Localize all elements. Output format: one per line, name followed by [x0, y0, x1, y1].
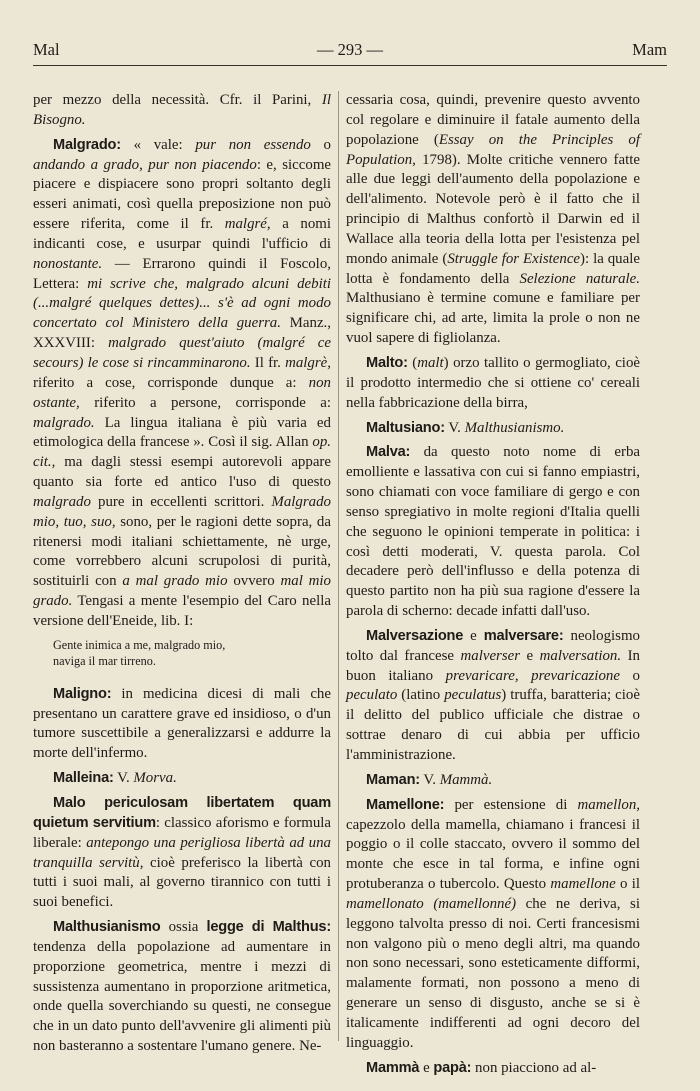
headword-secondary: legge di Malthus:: [206, 919, 331, 936]
headword: Malto:: [366, 354, 408, 371]
entry-malva: Malva: da questo noto nome di erba emolliente e lassativa con cui si fanno empiastri, sono chiamati con voce familiare di gergo e con senso spregiativo in molte regioni d'Italia quelli che seguono le opinioni temperate in politica: i così detti moderati, V. questa parola. Col decadere però dell'influsso e della potenza di questo partito non ha più sua ragione d'essere la parola di scherno: decade infatti dall'uso.: [346, 444, 640, 620]
verse-line: naviga il mar tirreno.: [53, 653, 156, 668]
left-column: [33, 91, 331, 1062]
citation: Il Bisogno.: [33, 92, 331, 128]
header-rule: [33, 65, 667, 66]
column-divider: [338, 91, 339, 1041]
entry-mamellone: Mamellone: per estensione di mamellon, capezzolo della mamella, chiamano i francesi il poggio o il colle staccato, ovvero il sommo del monte che esce in tal forma, e infine ogni protuberanza o tubercolo. Questo mamellone o il mamellonato (mamellonné) che ne deriva, si leggono talvolta presso di noi. Certi francesismi non valgono più o meno degli altri, ma quando non sono necessari, sono esteticamente difformi, malamente formati, non possono a meno di generare un senso di disgusto, anche se si è italicamente indifferenti ad ogni decoro del linguaggio.: [346, 796, 640, 1051]
headword: Malleina:: [53, 770, 114, 787]
headword: Maligno:: [53, 685, 112, 702]
page-number: — 293 —: [317, 40, 383, 59]
right-column: [346, 91, 640, 1084]
headword-secondary: malversare:: [483, 627, 564, 644]
entry-continuation: cessaria cosa, quindi, prevenire questo avvento col regolare e diminuire il fatale aumento della popolazione (Essay on the Principles of Population, 1798). Molte critiche vennero fatte alle due leggi dell'aumento della popolazione e dell'alimento. Notevole però è il fatto che il principio di Malthus confortò il Darwin ed il Wallace alla teoria della lotta per l'esistenza pel mondo animale (Struggle for Existence): la quale lotta è fondamento della Selezione naturale. Malthusiano è termine comune e familiare per significare chi, ad arte, limita la prole o non ne vuol sapere di figliolanza.: [346, 92, 641, 347]
headword: Malversazione: [366, 627, 464, 644]
entry-mamma-papa: Mammà e papà: non piacciono ad al-: [366, 1059, 597, 1076]
entry-malgrado: Malgrado: « vale: pur non essendo o andando a grado, pur non piacendo: e, siccome piacere e dispiacere sono propri soltanto degli esseri animati, così quella preposizione non può essere riferita, come il fr. malgré, a nomi indicanti cose, e usurpar quindi l'ufficio di nonostante. — Errarono quindi il Foscolo, Lettera: mi scrive che, malgrado alcuni debiti (...malgré quelques dettes)... s'è ad ogni modo concertato col Ministero della guerra. Manz., XXXVIII: malgrado quest'aiuto (malgré ce secours) le cose si rincamminarono. Il fr. malgrè, riferito a cose, corrisponde dunque a: non ostante, riferito a persone, corrisponde a: malgrado. La lingua italiana è più varia ed etimologica della francese ». Così il sig. Allan op. cit., ma dagli stessi esempi autorevoli appare quanto sia forte ed antico l'uso di questo malgrado pure in eccellenti scrittori. Malgrado mio, tuo, suo, sono, per le ragioni dette sopra, da ritenersi modi italiani schiettamente, nè urge, come vorrebbero alcuni scrupolosi di purità, sostituirli con a mal grado mio ovvero mal mio grado. Tengasi a mente l'esempio del Caro nella versione dell'Eneide, lib. I:: [33, 136, 332, 629]
verse-quotation: [53, 637, 331, 669]
headword: Mammà: [366, 1059, 420, 1076]
headword: Maman:: [366, 771, 420, 788]
headword: Maltusiano:: [366, 419, 445, 436]
headword-secondary: papà:: [433, 1059, 472, 1076]
entry-maman: Maman: V. Mammà.: [366, 771, 493, 788]
page-header: [33, 40, 667, 62]
headword: Malthusianismo: [53, 919, 161, 936]
entry-maligno: Maligno: in medicina dicesi di mali che presentano un carattere grave ed insidioso, o d'un tumore suscettibile a generalizzarsi e addurre la morte dell'infermo.: [33, 685, 331, 762]
header-left-guide-word: Mal: [33, 40, 60, 59]
headword: Malgrado:: [53, 136, 121, 153]
entry-continuation: per mezzo della necessità. Cfr. il Parini, Il Bisogno.: [33, 92, 331, 128]
entry-malthusianismo: Malthusianismo ossia legge di Malthus: tendenza della popolazione ad aumentare in proporzione geometrica, mentre i mezzi di sussistenza aumentano in proporzione aritmetica, onde quella soverchiando su questi, ne consegue che in un dato punto dell'avvenire gli alimenti più non basteranno a sostentare l'umano genere. Ne-: [33, 919, 331, 1055]
entry-malto: Malto: (malt) orzo tallito o germogliato, cioè il prodotto intermedio che si ottiene co' cereali nella fabbricazione della birra,: [346, 354, 640, 411]
verse-line: Gente inimica a me, malgrado mio,: [53, 637, 226, 652]
entry-maltusiano: Maltusiano: V. Malthusianismo.: [366, 419, 565, 436]
headword: Malva:: [366, 444, 411, 461]
entry-malleina: Malleina: V. Morva.: [53, 770, 177, 787]
entry-malo-periculosam: Malo periculosam libertatem quam quietum servitium: classico aforismo e formula liberale: antepongo una perigliosa libertà ad una tranquilla servitù, cioè preferisco la libertà con tutti i suoi mali, al governo tirannico con tutti i suoi benefici.: [33, 795, 332, 911]
headword: Mamellone:: [366, 796, 445, 813]
headword: Malo periculosam libertatem quam quietum servitium: [33, 795, 331, 831]
header-right-guide-word: Mam: [632, 40, 667, 59]
entry-malversazione: Malversazione e malversare: neologismo tolto dal francese malverser e malversation. In buon italiano prevaricare, prevaricazione o peculato (latino peculatus) truffa, baratteria; cioè il delitto del publico ufficiale che distrae o sottrae denaro di cui abbia per ufficio l'amministrazione.: [346, 627, 641, 763]
